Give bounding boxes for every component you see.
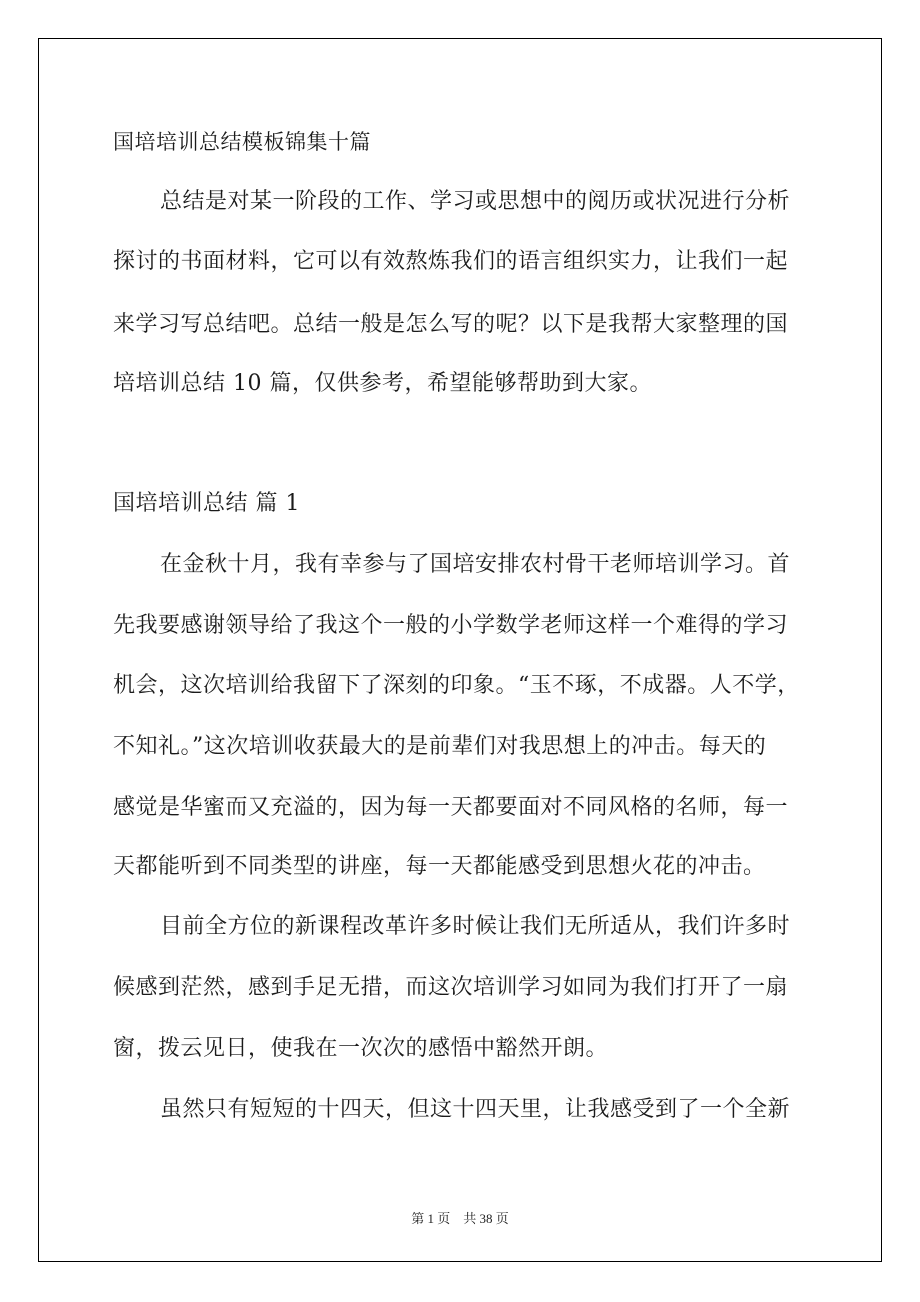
document-title: 国培培训总结模板锦集十篇 — [113, 130, 371, 154]
body-line-10: 虽然只有短短的十四天，但这十四天里，让我感受到了一个全新 — [160, 1097, 791, 1122]
body-line-5: 感觉是华蜜而又充溢的，因为每一天都要面对不同风格的名师，每一 — [113, 795, 789, 820]
body-line-9: 窗，拨云见日，使我在一次次的感悟中豁然开朗。 — [113, 1036, 609, 1061]
intro-line-2: 探讨的书面材料，它可以有效熬炼我们的语言组织实力，让我们一起 — [113, 249, 789, 274]
body-line-1: 在金秋十月，我有幸参与了国培安排农村骨干老师培训学习。首 — [160, 552, 791, 577]
body-line-8: 候感到茫然，感到手足无措，而这次培训学习如同为我们打开了一扇 — [113, 975, 789, 1000]
section-heading: 国培培训总结 篇 1 — [113, 491, 300, 516]
intro-line-1: 总结是对某一阶段的工作、学习或思想中的阅历或状况进行分析 — [160, 189, 791, 214]
body-line-6: 天都能听到不同类型的讲座，每一天都能感受到思想火花的冲击。 — [113, 854, 766, 879]
intro-line-3: 来学习写总结吧。总结一般是怎么写的呢？以下是我帮大家整理的国 — [113, 312, 789, 337]
intro-line-4: 培培训总结 10 篇，仅供参考，希望能够帮助到大家。 — [113, 371, 652, 396]
page-footer: 第 1 页 共 38 页 — [411, 1211, 509, 1226]
body-line-2: 先我要感谢领导给了我这个一般的小学数学老师这样一个难得的学习 — [113, 613, 789, 638]
body-line-3: 机会，这次培训给我留下了深刻的印象。“玉不琢，不成器。人不学， — [113, 673, 800, 698]
body-line-4: 不知礼。”这次培训收获最大的是前辈们对我思想上的冲击。每天的 — [113, 734, 767, 759]
body-line-7: 目前全方位的新课程改革许多时候让我们无所适从，我们许多时 — [160, 914, 791, 939]
page-border — [38, 38, 882, 1262]
